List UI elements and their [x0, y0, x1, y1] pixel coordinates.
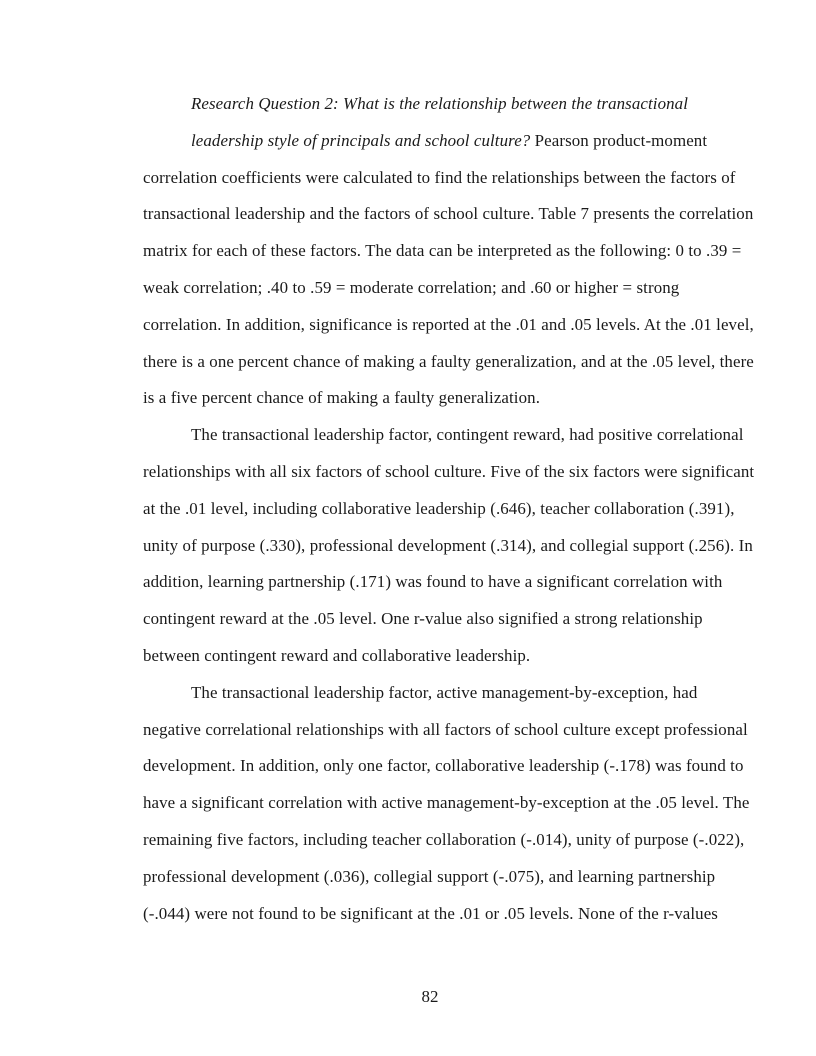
body-text: transactional leadership and the factors of school culture. Table 7 presents the correlation [143, 204, 754, 224]
body-text: have a significant correlation with active management-by-exception at the .05 level. The [143, 793, 750, 813]
body-text: relationships with all six factors of school culture. Five of the six factors were significant [143, 461, 755, 481]
body-text: professional development (.036), collegial support (-.075), and learning partnership [143, 866, 716, 886]
body-text: development. In addition, only one factor, collaborative leadership (-.178) was found to [143, 756, 744, 776]
body-text: correlation coefficients were calculated to find the relationships between the factors of [143, 167, 736, 187]
text-line [143, 270, 737, 307]
research-question-text: Research Question 2: What is the relationship between the transactional [191, 94, 689, 113]
research-question-text: leadership style of principals and school culture? [191, 130, 535, 150]
body-text: there is a one percent chance of making a faulty generalization, and at the .05 level, there [143, 351, 754, 371]
body-text: The transactional leadership factor, active management-by-exception, had [191, 682, 698, 702]
text-line [143, 785, 750, 822]
body-text: remaining five factors, including teacher collaboration (-.014), unity of purpose (-.022), [143, 829, 745, 849]
text-line [143, 822, 745, 859]
text-line [143, 417, 744, 454]
text-line [143, 859, 737, 896]
text-line [143, 601, 737, 638]
text-line [143, 564, 737, 601]
text-line [143, 196, 754, 233]
body-text: contingent reward at the .05 level. One r-value also signified a strong relationship [143, 609, 703, 629]
body-text: unity of purpose (.330), professional development (.314), and collegial support (.256). In [143, 535, 753, 555]
body-text: correlation. In addition, significance is reported at the .01 and .05 levels. At the .01 level, [143, 314, 754, 334]
page-body [143, 86, 755, 932]
body-text: between contingent reward and collaborative leadership. [143, 645, 531, 665]
body-text: Pearson product-moment [534, 130, 708, 150]
text-line [143, 748, 744, 785]
text-line [143, 307, 754, 344]
text-line [143, 896, 737, 933]
text-line [143, 123, 737, 160]
text-line [143, 528, 753, 565]
body-text: weak correlation; .40 to .59 = moderate correlation; and .60 or higher = strong [143, 277, 680, 297]
body-text: negative correlational relationships with all factors of school culture except professional [143, 719, 748, 739]
text-line [143, 454, 755, 491]
body-text: at the .01 level, including collaborative leadership (.646), teacher collaboration (.391), [143, 498, 735, 518]
text-line [143, 380, 737, 417]
text-line [143, 86, 737, 123]
text-line [143, 233, 742, 270]
body-text: is a five percent chance of making a faulty generalization. [143, 388, 541, 408]
body-text: matrix for each of these factors. The data can be interpreted as the following: 0 to .39 = [143, 241, 742, 261]
page-number: 82 [421, 987, 439, 1006]
text-line [143, 638, 737, 675]
text-line [143, 712, 748, 749]
text-line [143, 344, 754, 381]
text-line [143, 491, 737, 528]
text-line [143, 160, 737, 197]
text-line [143, 675, 737, 712]
body-text: (-.044) were not found to be significant at the .01 or .05 levels. None of the r-values [143, 903, 718, 923]
body-text: The transactional leadership factor, contingent reward, had positive correlational [191, 425, 744, 445]
body-text: addition, learning partnership (.171) was found to have a significant correlation with [143, 572, 723, 592]
